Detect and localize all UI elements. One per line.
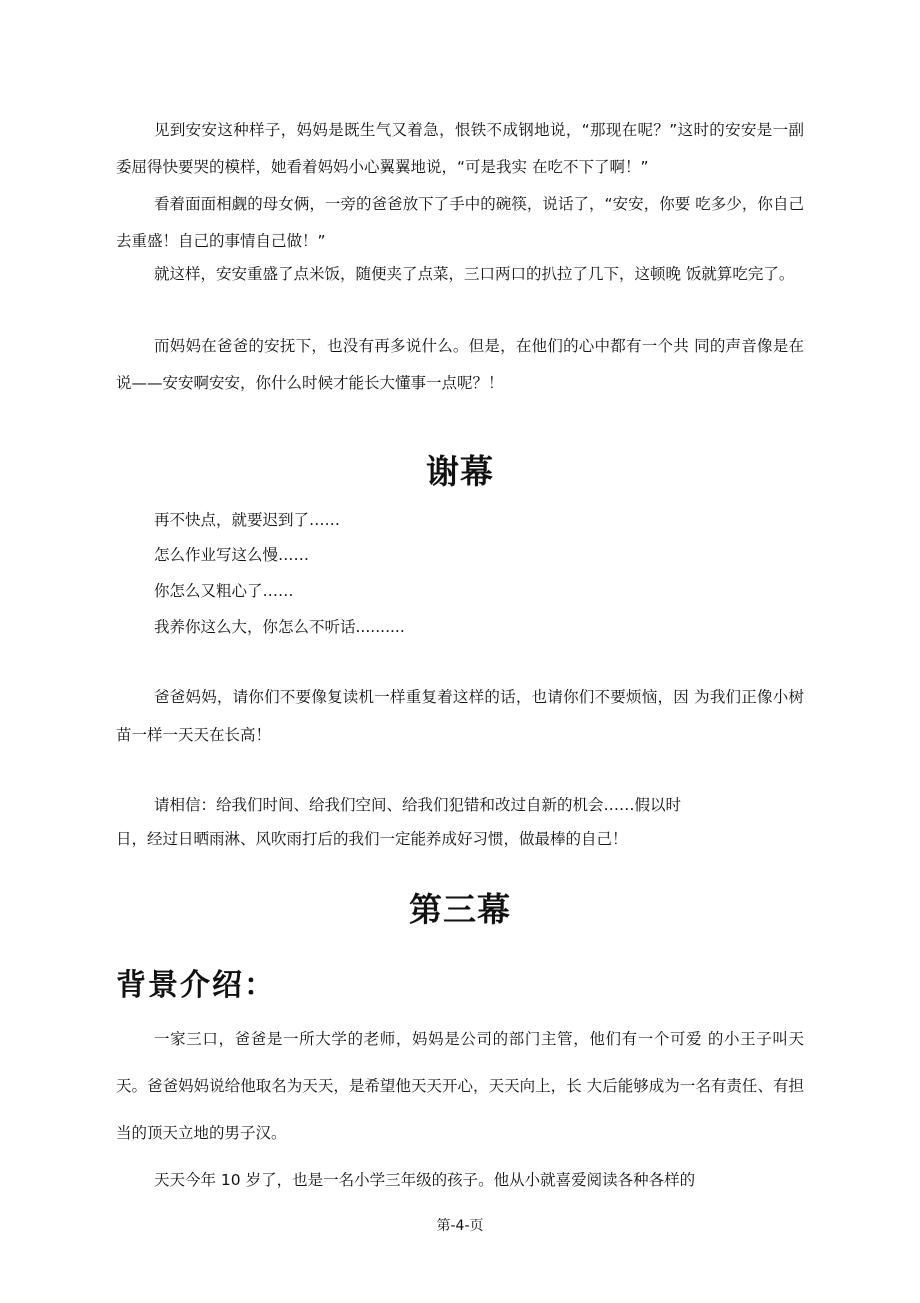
paragraph-common-voice: 而妈妈在爸爸的安抚下，也没有再多说什么。但是，在他们的心中都有一个共 同的声音像是在说——安安啊安安，你什么时候才能长大懂事一点呢？！	[116, 337, 804, 392]
paragraph-mother-angry: 见到安安这种样子，妈妈是既生气又着急，恨铁不成钢地说，“那现在呢？”这时的安安是一副委屈得快要哭的模样，她看着妈妈小心翼翼地说，“可是我实 在吃不下了啊！”	[116, 121, 804, 176]
paragraph-tiantian-age: 天天今年 10 岁了，也是一名小学三年级的孩子。他从小就喜爱阅读各种各样的	[154, 1171, 696, 1189]
paragraph-dinner-finished: 就这样，安安重盛了点米饭，随便夹了点菜，三口两口的扒拉了几下，这顿晚 饭就算吃完了。	[154, 265, 795, 283]
heading-act-three: 第三幕	[409, 890, 511, 929]
subheading-background: 背景介绍：	[116, 968, 276, 1003]
paragraph-to-parents: 爸爸妈妈，请你们不要像复读机一样重复着这样的话，也请你们不要烦恼，因 为我们正像小树苗一样一天天在长高！	[116, 688, 804, 744]
line-late: 再不快点，就要迟到了……	[154, 511, 341, 529]
paragraph-believe-line-2: 日，经过日晒雨淋、风吹雨打后的我们一定能养成好习惯，做最棒的自己！	[116, 830, 628, 848]
line-careless: 你怎么又粗心了……	[154, 582, 294, 600]
paragraph-believe-line-1: 请相信：给我们时间、给我们空间、给我们犯错和改过自新的机会……假以时	[154, 796, 682, 814]
paragraph-father-speaks: 看着面面相觑的母女俩，一旁的爸爸放下了手中的碗筷，说话了，“安安，你要 吃多少，你自己去重盛！自己的事情自己做！”	[116, 195, 804, 250]
paragraph-family-intro: 一家三口，爸爸是一所大学的老师，妈妈是公司的部门主管，他们有一个可爱 的小王子叫天天。爸爸妈妈说给他取名为天天，是希望他天天开心，天天向上，长 大后能够成为一名有责任、有担当的顶天立地的男子汉。	[116, 1030, 804, 1142]
heading-curtain-call: 谢幕	[426, 452, 494, 491]
page-number: 第-4-页	[436, 1218, 484, 1234]
line-disobey: 我养你这么大，你怎么不听话..........	[154, 618, 405, 636]
line-homework-slow: 怎么作业写这么慢……	[154, 546, 310, 564]
